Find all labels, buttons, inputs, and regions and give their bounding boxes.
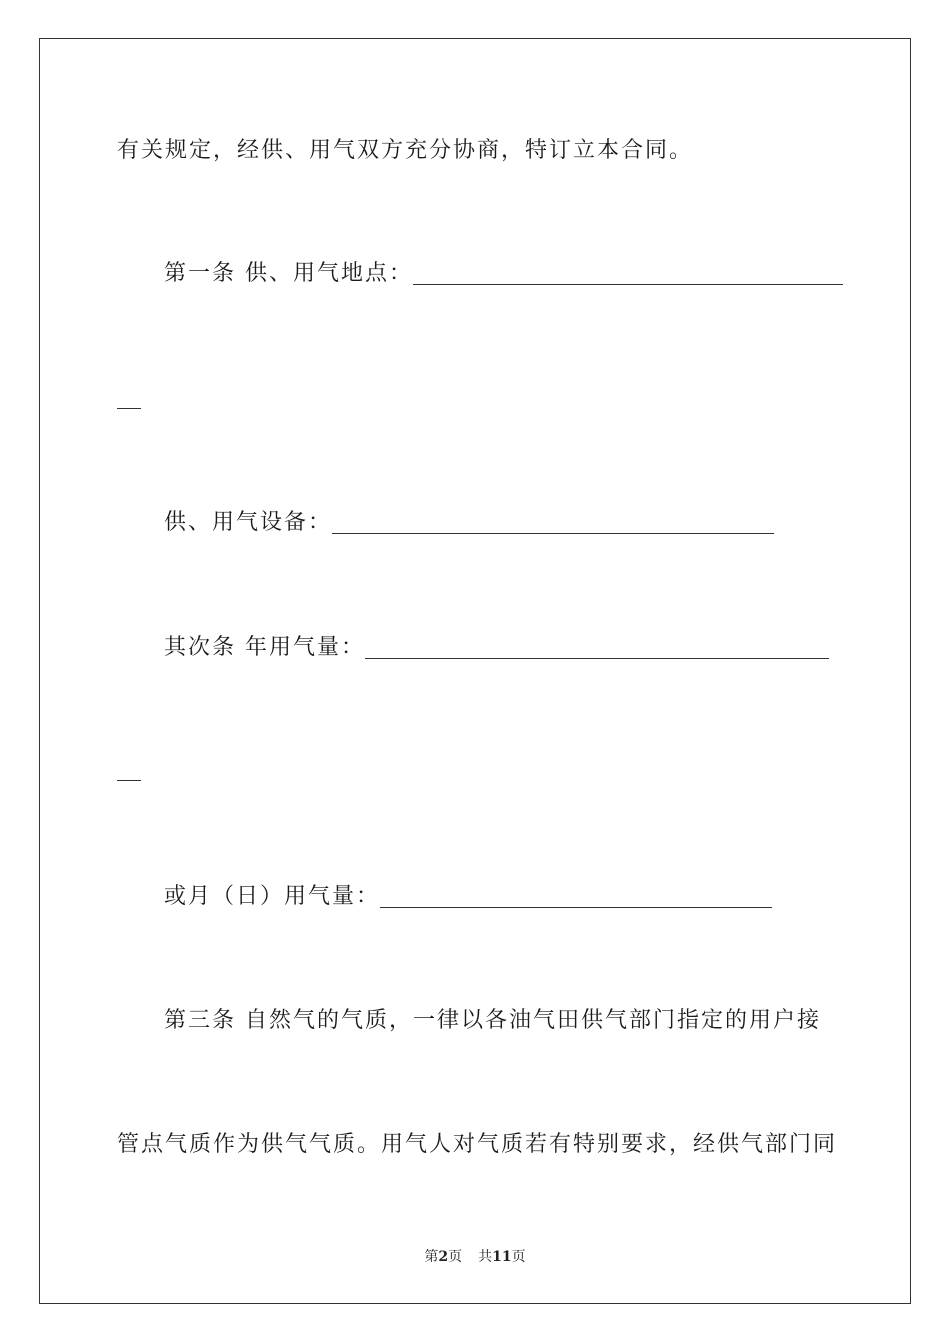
- page-footer: [0, 1248, 950, 1266]
- annual-usage-blank-field[interactable]: [365, 636, 829, 659]
- page-frame: [39, 38, 911, 1304]
- monthly-usage-blank-field[interactable]: [380, 885, 772, 908]
- monthly-usage-row: [164, 882, 772, 912]
- location-blank-continuation: [117, 408, 141, 409]
- clause-3-line-1: [164, 1006, 821, 1036]
- equipment-row: [164, 508, 774, 538]
- page-total: 共11页: [478, 1249, 526, 1265]
- page-number: 第2页: [424, 1249, 463, 1265]
- equipment-blank-field[interactable]: [332, 511, 774, 534]
- clause-2-label: 其次条 年用气量：: [164, 635, 365, 660]
- clause-3-text-2: 管点气质作为供气气质。用气人对气质若有特别要求，经供气部门同: [117, 1132, 838, 1157]
- monthly-usage-label: 或月（日）用气量：: [164, 884, 381, 909]
- clause-1-row: [164, 259, 843, 289]
- text-line-intro: [117, 136, 693, 166]
- annual-usage-blank-continuation: [117, 780, 141, 781]
- location-blank-field[interactable]: [413, 262, 843, 285]
- clause-1-label: 第一条 供、用气地点：: [164, 261, 413, 286]
- clause-3-line-2: [117, 1130, 837, 1160]
- intro-text: 有关规定，经供、用气双方充分协商，特订立本合同。: [117, 138, 694, 163]
- equipment-label: 供、用气设备：: [164, 510, 333, 535]
- clause-2-row: [164, 633, 829, 663]
- clause-3-text-1: 第三条 自然气的气质，一律以各油气田供气部门指定的用户接: [164, 1008, 821, 1033]
